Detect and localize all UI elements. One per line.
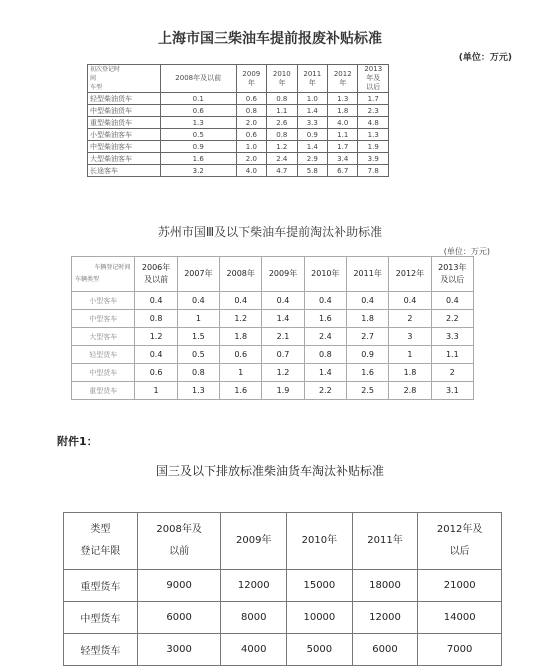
value-cell: 12000 (352, 602, 418, 634)
column-header-line: 以后 (366, 83, 381, 91)
value-cell: 1.2 (135, 328, 177, 346)
column-header-line: 2010年 (311, 269, 340, 278)
value-cell: 1.5 (177, 328, 219, 346)
corner-header-cell (64, 513, 138, 570)
value-cell: 2.8 (389, 382, 431, 400)
column-header-line: 2013 (364, 65, 383, 73)
column-header-line: 年及 (366, 74, 381, 82)
column-header-line: 2009年 (236, 535, 272, 546)
value-cell: 1.7 (358, 93, 389, 105)
value-cell: 7000 (418, 634, 502, 666)
row-label-cell: 重型货车 (64, 570, 138, 602)
value-cell: 0.8 (135, 310, 177, 328)
value-cell: 1.4 (262, 310, 304, 328)
column-header-cell (418, 513, 502, 570)
column-header-cell (358, 65, 389, 93)
table-row (72, 328, 474, 346)
header-row (88, 65, 389, 93)
value-cell: 3.9 (358, 153, 389, 165)
value-cell: 1.8 (328, 105, 358, 117)
value-cell: 0.4 (389, 292, 431, 310)
column-header-cell (304, 257, 346, 292)
column-header-cell (137, 513, 221, 570)
value-cell: 1.6 (160, 153, 236, 165)
column-header-line: 年 (278, 78, 286, 87)
value-cell: 0.6 (236, 93, 266, 105)
row-label-cell: 中型客车 (72, 310, 135, 328)
value-cell: 1.3 (177, 382, 219, 400)
value-cell: 5.8 (297, 165, 327, 177)
value-cell: 6000 (352, 634, 418, 666)
row-label-cell: 重型货车 (72, 382, 135, 400)
column-header-line: 2011年 (353, 269, 382, 278)
value-cell: 0.6 (236, 129, 266, 141)
value-cell: 4000 (221, 634, 287, 666)
value-cell: 0.8 (236, 105, 266, 117)
value-cell: 2.6 (267, 117, 297, 129)
value-cell: 1.6 (347, 364, 389, 382)
value-cell: 1.8 (347, 310, 389, 328)
value-cell: 1.1 (431, 346, 473, 364)
column-header-line: 2009 (242, 69, 261, 78)
corner-header-line: 车型 (90, 84, 103, 91)
corner-header-line: 类型 (90, 524, 111, 535)
table-row (64, 634, 502, 666)
shanghai-table-title: 上海市国三柴油车提前报废补贴标准 (158, 31, 382, 47)
column-header-cell (220, 257, 262, 292)
column-header-cell (221, 513, 287, 570)
value-cell: 1.1 (267, 105, 297, 117)
value-cell: 0.4 (347, 292, 389, 310)
value-cell: 1.0 (297, 93, 327, 105)
value-cell: 1.0 (236, 141, 266, 153)
column-header-line: 年 (247, 78, 255, 87)
row-label-cell: 中型货车 (64, 602, 138, 634)
corner-header-cell (88, 65, 161, 93)
table-row (88, 165, 389, 177)
value-cell: 3.3 (297, 117, 327, 129)
value-cell: 1.8 (389, 364, 431, 382)
table-row (88, 141, 389, 153)
value-cell: 2.0 (236, 153, 266, 165)
row-label-cell: 大型柴油客车 (88, 153, 161, 165)
value-cell: 5000 (287, 634, 353, 666)
value-cell: 1.6 (220, 382, 262, 400)
value-cell: 1.4 (304, 364, 346, 382)
value-cell: 2.4 (267, 153, 297, 165)
table-row (64, 602, 502, 634)
value-cell: 2.1 (262, 328, 304, 346)
value-cell: 9000 (137, 570, 221, 602)
value-cell: 0.8 (177, 364, 219, 382)
value-cell: 1.4 (297, 105, 327, 117)
table-row (88, 93, 389, 105)
value-cell: 2 (389, 310, 431, 328)
header-row (64, 513, 502, 570)
value-cell: 3.2 (160, 165, 236, 177)
column-header-line: 以前 (169, 546, 190, 557)
value-cell: 0.4 (135, 346, 177, 364)
value-cell: 1 (135, 382, 177, 400)
row-label-cell: 小型柴油客车 (88, 129, 161, 141)
corner-header-line: 初次登记时 (90, 66, 121, 73)
table-row (88, 153, 389, 165)
value-cell: 1.2 (262, 364, 304, 382)
value-cell: 0.4 (262, 292, 304, 310)
column-header-line: 年 (308, 78, 316, 87)
value-cell: 18000 (352, 570, 418, 602)
column-header-cell (287, 513, 353, 570)
column-header-line: 2012年 (395, 269, 425, 278)
suzhou-table-title: 苏州市国Ⅲ及以下柴油车提前淘汰补助标准 (157, 225, 383, 239)
column-header-line: 2009年 (268, 269, 298, 278)
column-header-line: 2011年 (367, 535, 403, 546)
value-cell: 0.1 (160, 93, 236, 105)
value-cell: 1.2 (267, 141, 297, 153)
column-header-cell (347, 257, 389, 292)
value-cell: 2 (431, 364, 473, 382)
column-header-cell (135, 257, 177, 292)
header-row (72, 257, 474, 292)
value-cell: 1.9 (262, 382, 304, 400)
column-header-line: 2012 (333, 69, 352, 78)
value-cell: 1 (177, 310, 219, 328)
value-cell: 0.5 (177, 346, 219, 364)
row-label-cell: 小型客车 (72, 292, 135, 310)
column-header-line: 2007年 (184, 269, 213, 278)
column-header-cell (236, 65, 266, 93)
value-cell: 0.8 (267, 93, 297, 105)
value-cell: 4.7 (267, 165, 297, 177)
value-cell: 0.7 (262, 346, 304, 364)
value-cell: 2.9 (297, 153, 327, 165)
value-cell: 0.4 (177, 292, 219, 310)
corner-header-line: 登记年限 (80, 546, 121, 557)
value-cell: 0.4 (220, 292, 262, 310)
column-header-line: 2008年及 (156, 524, 202, 535)
value-cell: 6.7 (328, 165, 358, 177)
table-row (72, 346, 474, 364)
value-cell: 4.8 (358, 117, 389, 129)
value-cell: 21000 (418, 570, 502, 602)
column-header-line: 2013年 (438, 263, 467, 272)
row-label-cell: 轻型货车 (72, 346, 135, 364)
value-cell: 4.0 (236, 165, 266, 177)
value-cell: 3.1 (431, 382, 473, 400)
row-label-cell: 中型货车 (72, 364, 135, 382)
value-cell: 0.6 (220, 346, 262, 364)
column-header-line: 2006年 (141, 263, 171, 272)
table-row (64, 570, 502, 602)
value-cell: 2.4 (304, 328, 346, 346)
value-cell: 2.0 (236, 117, 266, 129)
table-row (72, 292, 474, 310)
value-cell: 4.0 (328, 117, 358, 129)
value-cell: 0.8 (304, 346, 346, 364)
value-cell: 1.2 (220, 310, 262, 328)
column-header-line: 2012年及 (436, 524, 483, 535)
column-header-line: 2011 (303, 69, 322, 78)
value-cell: 8000 (221, 602, 287, 634)
value-cell: 3000 (137, 634, 221, 666)
column-header-cell (431, 257, 473, 292)
row-label-cell: 重型柴油货车 (88, 117, 161, 129)
column-header-line: 年 (339, 78, 347, 87)
value-cell: 1.4 (297, 141, 327, 153)
value-cell: 2.2 (431, 310, 473, 328)
row-label-cell: 中型柴油客车 (88, 141, 161, 153)
row-label-cell: 中型柴油货车 (88, 105, 161, 117)
value-cell: 3.3 (431, 328, 473, 346)
table-row (72, 310, 474, 328)
value-cell: 0.6 (135, 364, 177, 382)
national-subsidy-table (63, 512, 502, 666)
value-cell: 0.4 (135, 292, 177, 310)
shanghai-subsidy-table (87, 64, 389, 177)
table-row (88, 129, 389, 141)
column-header-cell (262, 257, 304, 292)
value-cell: 0.9 (297, 129, 327, 141)
column-header-line: 以后 (449, 546, 470, 557)
value-cell: 1.6 (304, 310, 346, 328)
value-cell: 1.3 (358, 129, 389, 141)
value-cell: 0.9 (347, 346, 389, 364)
column-header-cell (389, 257, 431, 292)
shanghai-unit-label: (单位：万元) (458, 53, 512, 63)
column-header-line: 2010年 (301, 535, 338, 546)
value-cell: 10000 (287, 602, 353, 634)
row-label-cell: 轻型货车 (64, 634, 138, 666)
column-header-cell (297, 65, 327, 93)
value-cell: 0.8 (267, 129, 297, 141)
table-row (72, 382, 474, 400)
value-cell: 0.4 (304, 292, 346, 310)
value-cell: 1 (389, 346, 431, 364)
value-cell: 7.8 (358, 165, 389, 177)
corner-header-cell (72, 257, 135, 292)
corner-header-line: 车辆登记时间 (94, 264, 131, 271)
row-label-cell: 轻型柴油货车 (88, 93, 161, 105)
value-cell: 1.9 (358, 141, 389, 153)
suzhou-subsidy-table (71, 256, 474, 400)
value-cell: 14000 (418, 602, 502, 634)
value-cell: 1 (220, 364, 262, 382)
value-cell: 1.3 (328, 93, 358, 105)
value-cell: 1.7 (328, 141, 358, 153)
value-cell: 0.9 (160, 141, 236, 153)
value-cell: 2.7 (347, 328, 389, 346)
value-cell: 15000 (287, 570, 353, 602)
column-header-cell (267, 65, 297, 93)
value-cell: 3 (389, 328, 431, 346)
column-header-line: 2008年 (226, 269, 255, 278)
column-header-cell (160, 65, 236, 93)
corner-header-line: 间 (90, 75, 97, 82)
column-header-line: 2010 (272, 69, 291, 78)
value-cell: 1.8 (220, 328, 262, 346)
column-header-cell (328, 65, 358, 93)
column-header-line: 及以后 (440, 275, 465, 284)
value-cell: 12000 (221, 570, 287, 602)
column-header-line: 及以前 (144, 275, 169, 284)
table-row (88, 105, 389, 117)
suzhou-unit-label: (单位：万元) (443, 247, 490, 256)
national-table-title: 国三及以下排放标准柴油货车淘汰补贴标准 (155, 464, 384, 478)
value-cell: 0.6 (160, 105, 236, 117)
value-cell: 0.5 (160, 129, 236, 141)
column-header-line: 2008年及以前 (175, 74, 222, 82)
row-label-cell: 大型客车 (72, 328, 135, 346)
value-cell: 6000 (137, 602, 221, 634)
value-cell: 2.3 (358, 105, 389, 117)
corner-header-line: 车辆类型 (75, 276, 100, 283)
attachment-label: 附件1： (57, 435, 98, 448)
value-cell: 1.1 (328, 129, 358, 141)
table-row (72, 364, 474, 382)
row-label-cell: 长途客车 (88, 165, 161, 177)
value-cell: 3.4 (328, 153, 358, 165)
value-cell: 1.3 (160, 117, 236, 129)
value-cell: 0.4 (431, 292, 473, 310)
column-header-cell (177, 257, 219, 292)
table-row (88, 117, 389, 129)
value-cell: 2.5 (347, 382, 389, 400)
value-cell: 2.2 (304, 382, 346, 400)
column-header-cell (352, 513, 418, 570)
